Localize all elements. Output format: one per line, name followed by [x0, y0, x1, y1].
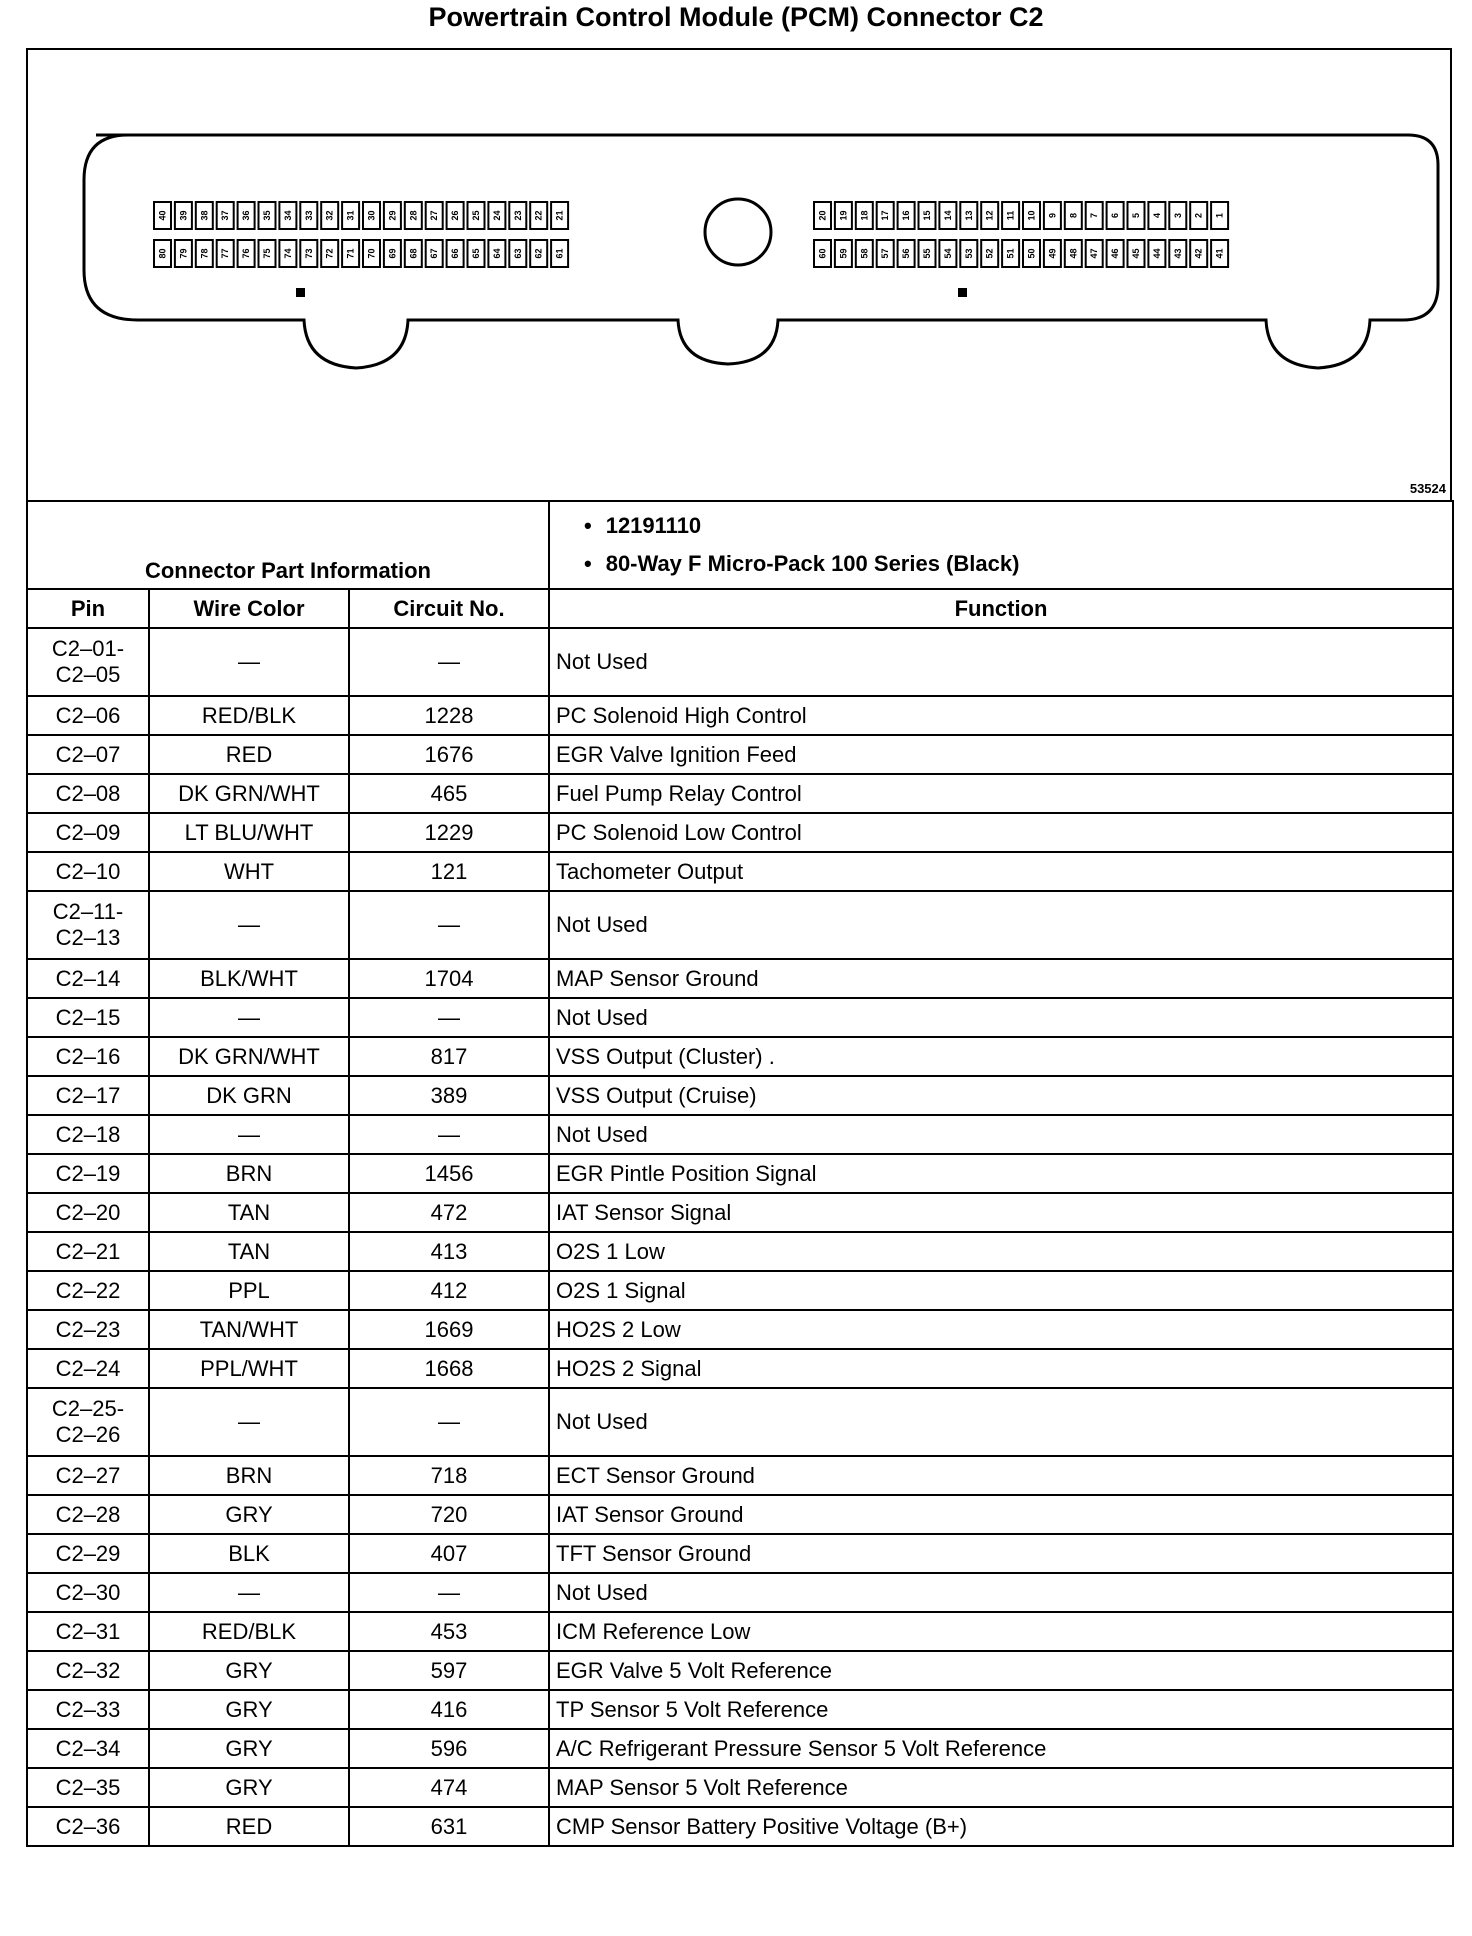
pin-number: 13: [963, 210, 974, 221]
pin-value-end: C2–05: [55, 662, 121, 687]
pin-value: C2–11-: [52, 899, 124, 924]
pin-number: 26: [450, 210, 461, 221]
function-cell: EGR Valve Ignition Feed: [549, 735, 1453, 774]
circuit-cell: 453: [349, 1612, 549, 1651]
pin-cell: [27, 1271, 149, 1310]
table-row: [27, 1690, 1453, 1729]
circuit-cell: 416: [349, 1690, 549, 1729]
table-row: [27, 1076, 1453, 1115]
pin-value: C2–24: [55, 1355, 121, 1381]
wire-color-cell: —: [149, 998, 349, 1037]
pin-value: C2–16: [55, 1043, 121, 1069]
function-cell: ICM Reference Low: [549, 1612, 1453, 1651]
pin-value: C2–33: [55, 1696, 121, 1722]
pin-number: 24: [491, 210, 502, 221]
table-row: [27, 1115, 1453, 1154]
wire-color-cell: GRY: [149, 1768, 349, 1807]
table-row: [27, 1388, 1453, 1456]
function-cell: CMP Sensor Battery Positive Voltage (B+): [549, 1807, 1453, 1846]
function-cell: O2S 1 Signal: [549, 1271, 1453, 1310]
circuit-cell: 413: [349, 1232, 549, 1271]
function-cell: Not Used: [549, 1115, 1453, 1154]
pin-number: 33: [303, 210, 314, 221]
wire-color-cell: GRY: [149, 1651, 349, 1690]
function-cell: Not Used: [549, 628, 1453, 696]
pin-cell: [27, 1115, 149, 1154]
pin-number: 62: [533, 248, 544, 259]
pin-number: 7: [1089, 212, 1100, 219]
connector-key-hole: [705, 199, 771, 265]
circuit-cell: —: [349, 891, 549, 959]
pin-number: 56: [901, 248, 912, 259]
wire-color-cell: TAN: [149, 1193, 349, 1232]
pin-number: 78: [199, 248, 210, 259]
pin-number: 19: [838, 210, 849, 221]
pin-number: 72: [324, 248, 335, 259]
pin-number: 1: [1214, 212, 1225, 219]
pin-number: 5: [1131, 212, 1141, 219]
pin-cell: [27, 1495, 149, 1534]
pin-marker-right: [958, 288, 967, 297]
pin-number: 67: [429, 248, 440, 259]
wire-color-cell: RED/BLK: [149, 1612, 349, 1651]
wire-color-cell: GRY: [149, 1729, 349, 1768]
circuit-cell: —: [349, 1573, 549, 1612]
pin-number: 73: [303, 248, 314, 259]
pin-value: C2–09: [55, 819, 121, 845]
pin-number: 20: [817, 210, 828, 221]
wire-color-cell: BRN: [149, 1154, 349, 1193]
pin-number: 34: [282, 210, 293, 221]
wire-color-cell: RED/BLK: [149, 696, 349, 735]
page-title: Powertrain Control Module (PCM) Connector C2: [428, 2, 1044, 32]
pin-number: 4: [1151, 212, 1162, 219]
pin-cell: [27, 1193, 149, 1232]
pin-number: 49: [1047, 248, 1058, 259]
function-cell: Tachometer Output: [549, 852, 1453, 891]
pin-value: C2–36: [55, 1813, 121, 1839]
pin-number: 10: [1026, 210, 1037, 221]
pin-number: 54: [942, 248, 953, 259]
wire-color-cell: BRN: [149, 1456, 349, 1495]
wire-color-cell: DK GRN/WHT: [149, 774, 349, 813]
function-cell: Fuel Pump Relay Control: [549, 774, 1453, 813]
pin-number: 40: [157, 210, 168, 221]
pin-value: C2–32: [55, 1657, 121, 1683]
table-row: [27, 1310, 1453, 1349]
header-row: [27, 589, 1453, 628]
pin-cell: [27, 628, 149, 696]
pin-value: C2–06: [55, 702, 121, 728]
table-row: [27, 774, 1453, 813]
pin-value: C2–15: [55, 1004, 121, 1030]
wire-color-cell: GRY: [149, 1495, 349, 1534]
pin-cell: [27, 1349, 149, 1388]
pin-number: 51: [1005, 248, 1016, 259]
circuit-cell: —: [349, 1115, 549, 1154]
wire-color-cell: BLK/WHT: [149, 959, 349, 998]
table-row: [27, 1232, 1453, 1271]
function-cell: EGR Pintle Position Signal: [549, 1154, 1453, 1193]
table-row: [27, 998, 1453, 1037]
function-cell: HO2S 2 Low: [549, 1310, 1453, 1349]
pin-cell: [27, 998, 149, 1037]
table-row: [27, 1037, 1453, 1076]
wire-color-cell: LT BLU/WHT: [149, 813, 349, 852]
pin-number: 22: [533, 210, 544, 221]
table-row: [27, 1193, 1453, 1232]
pin-cell: [27, 1807, 149, 1846]
pin-value: C2–28: [55, 1501, 121, 1527]
pin-value: C2–23: [55, 1316, 121, 1342]
table-row: [27, 1807, 1453, 1846]
circuit-cell: 1229: [349, 813, 549, 852]
function-cell: TFT Sensor Ground: [549, 1534, 1453, 1573]
pin-number: 30: [366, 210, 377, 221]
pin-number: 50: [1026, 248, 1037, 259]
pin-number: 44: [1151, 248, 1162, 259]
function-cell: Not Used: [549, 998, 1453, 1037]
circuit-cell: 412: [349, 1271, 549, 1310]
table-row: [27, 1456, 1453, 1495]
pin-number: 52: [984, 248, 995, 259]
table-row: [27, 735, 1453, 774]
pin-number: 70: [366, 248, 377, 259]
header-function: Function: [549, 589, 1453, 628]
pin-number: 47: [1089, 248, 1100, 259]
pin-number: 21: [554, 210, 565, 221]
table-row: [27, 628, 1453, 696]
function-cell: PC Solenoid Low Control: [549, 813, 1453, 852]
pin-number: 17: [880, 210, 891, 221]
pin-number: 14: [942, 210, 953, 221]
pin-number: 37: [220, 210, 231, 221]
table-row: [27, 959, 1453, 998]
pin-number: 68: [408, 248, 419, 259]
pin-number: 42: [1193, 248, 1204, 259]
pin-cell: [27, 1729, 149, 1768]
wire-color-cell: DK GRN/WHT: [149, 1037, 349, 1076]
header-wire-color: Wire Color: [149, 589, 349, 628]
pin-number: 48: [1068, 248, 1079, 259]
table-row: [27, 813, 1453, 852]
table-row: [27, 1495, 1453, 1534]
wire-color-cell: —: [149, 628, 349, 696]
part-info-label: Connector Part Information: [27, 501, 549, 589]
circuit-cell: —: [349, 998, 549, 1037]
pin-number: 63: [512, 248, 523, 259]
pin-number: 39: [178, 210, 189, 221]
pin-value: C2–29: [55, 1540, 121, 1566]
pin-cell: [27, 1232, 149, 1271]
pin-value: C2–27: [55, 1462, 121, 1488]
pin-value: C2–10: [55, 858, 121, 884]
part-description: • 80-Way F Micro-Pack 100 Series (Black): [584, 545, 1452, 583]
pin-value: C2–31: [55, 1618, 121, 1644]
pin-cell: [27, 1076, 149, 1115]
wire-color-cell: TAN/WHT: [149, 1310, 349, 1349]
pin-number: 25: [471, 210, 481, 221]
figure-id: 53524: [1409, 481, 1446, 496]
wire-color-cell: GRY: [149, 1690, 349, 1729]
pin-value-end: C2–26: [55, 1422, 121, 1447]
pin-number: 59: [838, 248, 849, 259]
function-cell: PC Solenoid High Control: [549, 696, 1453, 735]
pin-number: 9: [1047, 212, 1058, 219]
header-pin: Pin: [27, 589, 149, 628]
circuit-cell: 720: [349, 1495, 549, 1534]
pin-cell: [27, 1573, 149, 1612]
wire-color-cell: —: [149, 891, 349, 959]
table-row: [27, 1271, 1453, 1310]
pin-cell: [27, 1651, 149, 1690]
function-cell: EGR Valve 5 Volt Reference: [549, 1651, 1453, 1690]
part-info-list: [549, 501, 1453, 589]
table-row: [27, 696, 1453, 735]
pin-cell: [27, 959, 149, 998]
pin-value: C2–19: [55, 1160, 121, 1186]
pin-number: 8: [1068, 212, 1079, 219]
pin-number: 18: [859, 210, 870, 221]
pin-cell: [27, 852, 149, 891]
pin-number: 77: [220, 248, 231, 259]
pin-cell: [27, 1310, 149, 1349]
pin-value: C2–18: [55, 1121, 121, 1147]
pin-cell: [27, 735, 149, 774]
circuit-cell: 1456: [349, 1154, 549, 1193]
pin-cell: [27, 1768, 149, 1807]
pin-number: 35: [262, 210, 272, 221]
pin-value: C2–21: [55, 1238, 121, 1264]
circuit-cell: 597: [349, 1651, 549, 1690]
wire-color-cell: DK GRN: [149, 1076, 349, 1115]
table-row: [27, 1729, 1453, 1768]
function-cell: TP Sensor 5 Volt Reference: [549, 1690, 1453, 1729]
table-row: [27, 1651, 1453, 1690]
table-row: [27, 852, 1453, 891]
pin-value: C2–22: [55, 1277, 121, 1303]
connector-face-drawing: [28, 50, 1450, 500]
pin-number: 3: [1172, 212, 1183, 219]
pin-value: C2–01-: [51, 636, 125, 661]
pin-cell: [27, 696, 149, 735]
circuit-cell: 1704: [349, 959, 549, 998]
pin-number: 66: [450, 248, 461, 259]
pin-number: 2: [1193, 212, 1204, 219]
wire-color-cell: BLK: [149, 1534, 349, 1573]
pin-cell: [27, 1534, 149, 1573]
wire-color-cell: RED: [149, 1807, 349, 1846]
function-cell: Not Used: [549, 1388, 1453, 1456]
connector-diagram: [26, 48, 1452, 500]
function-cell: MAP Sensor 5 Volt Reference: [549, 1768, 1453, 1807]
pin-cell: [27, 891, 149, 959]
pin-number: 43: [1172, 248, 1183, 259]
pin-value: C2–20: [55, 1199, 121, 1225]
wire-color-cell: —: [149, 1573, 349, 1612]
pin-number: 64: [491, 248, 502, 259]
pin-cell: [27, 1456, 149, 1495]
pin-value: C2–14: [55, 965, 121, 991]
function-cell: O2S 1 Low: [549, 1232, 1453, 1271]
table-row: [27, 1573, 1453, 1612]
pin-number: 27: [429, 210, 440, 221]
pin-number: 71: [345, 248, 356, 259]
circuit-cell: 1668: [349, 1349, 549, 1388]
circuit-cell: 121: [349, 852, 549, 891]
pin-number: 36: [241, 210, 252, 221]
pin-number: 65: [471, 248, 481, 259]
circuit-cell: 407: [349, 1534, 549, 1573]
table-row: [27, 891, 1453, 959]
table-row: [27, 1154, 1453, 1193]
pin-number: 53: [963, 248, 974, 259]
pin-marker-left: [296, 288, 305, 297]
circuit-cell: 1669: [349, 1310, 549, 1349]
pin-number: 12: [984, 210, 995, 221]
pin-number: 31: [345, 210, 356, 221]
function-cell: IAT Sensor Ground: [549, 1495, 1453, 1534]
pin-number: 16: [901, 210, 912, 221]
pin-number: 79: [178, 248, 189, 259]
function-cell: IAT Sensor Signal: [549, 1193, 1453, 1232]
pin-value: C2–30: [55, 1579, 121, 1605]
pin-number: 69: [387, 248, 398, 259]
circuit-cell: 389: [349, 1076, 549, 1115]
pin-number: 29: [387, 210, 398, 221]
pin-number: 74: [282, 248, 293, 259]
circuit-cell: 465: [349, 774, 549, 813]
header-circuit: Circuit No.: [349, 589, 549, 628]
pin-cell: [27, 1388, 149, 1456]
pin-table-body: [27, 628, 1453, 1846]
pin-number: 45: [1131, 248, 1141, 259]
wire-color-cell: PPL: [149, 1271, 349, 1310]
pin-value: C2–35: [55, 1774, 121, 1800]
pin-value: C2–34: [55, 1735, 121, 1761]
circuit-cell: —: [349, 1388, 549, 1456]
pin-number: 60: [817, 248, 828, 259]
pin-cell: [27, 774, 149, 813]
pin-value: C2–17: [55, 1082, 121, 1108]
function-cell: VSS Output (Cluster) .: [549, 1037, 1453, 1076]
pin-number: 28: [408, 210, 419, 221]
pin-cell: [27, 1154, 149, 1193]
pin-number: 61: [554, 248, 565, 259]
wire-color-cell: RED: [149, 735, 349, 774]
circuit-cell: 1676: [349, 735, 549, 774]
pin-table: [26, 500, 1454, 1847]
pin-value: C2–08: [55, 780, 121, 806]
function-cell: HO2S 2 Signal: [549, 1349, 1453, 1388]
pin-value: C2–07: [55, 741, 121, 767]
pin-number: 32: [324, 210, 335, 221]
wire-color-cell: WHT: [149, 852, 349, 891]
pin-cell: [27, 1612, 149, 1651]
function-cell: ECT Sensor Ground: [549, 1456, 1453, 1495]
pin-number: 55: [922, 248, 932, 259]
pin-cell: [27, 813, 149, 852]
wire-color-cell: PPL/WHT: [149, 1349, 349, 1388]
function-cell: A/C Refrigerant Pressure Sensor 5 Volt Reference: [549, 1729, 1453, 1768]
circuit-cell: 817: [349, 1037, 549, 1076]
pin-value-end: C2–13: [55, 925, 121, 950]
table-row: [27, 1768, 1453, 1807]
pin-number: 57: [880, 248, 891, 259]
pin-number: 75: [262, 248, 272, 259]
part-info-row: [27, 501, 1453, 589]
function-cell: Not Used: [549, 1573, 1453, 1612]
circuit-cell: 596: [349, 1729, 549, 1768]
wire-color-cell: —: [149, 1115, 349, 1154]
circuit-cell: 1228: [349, 696, 549, 735]
circuit-cell: —: [349, 628, 549, 696]
table-row: [27, 1349, 1453, 1388]
pin-number: 46: [1110, 248, 1121, 259]
pin-number: 76: [241, 248, 252, 259]
pin-number: 23: [512, 210, 523, 221]
pin-cell: [27, 1037, 149, 1076]
function-cell: Not Used: [549, 891, 1453, 959]
wire-color-cell: —: [149, 1388, 349, 1456]
function-cell: MAP Sensor Ground: [549, 959, 1453, 998]
function-cell: VSS Output (Cruise): [549, 1076, 1453, 1115]
circuit-cell: 718: [349, 1456, 549, 1495]
circuit-cell: 472: [349, 1193, 549, 1232]
wire-color-cell: TAN: [149, 1232, 349, 1271]
pin-number: 58: [859, 248, 870, 259]
table-row: [27, 1534, 1453, 1573]
part-number: • 12191110: [584, 507, 1452, 545]
table-row: [27, 1612, 1453, 1651]
pin-cell: [27, 1690, 149, 1729]
pin-number: 15: [922, 210, 932, 221]
pin-number: 80: [157, 248, 168, 259]
pin-number: 11: [1005, 210, 1016, 221]
pin-number: 38: [199, 210, 210, 221]
circuit-cell: 631: [349, 1807, 549, 1846]
pin-value: C2–25-: [51, 1396, 125, 1421]
circuit-cell: 474: [349, 1768, 549, 1807]
pin-number: 6: [1110, 212, 1121, 219]
pin-number: 41: [1214, 248, 1225, 259]
